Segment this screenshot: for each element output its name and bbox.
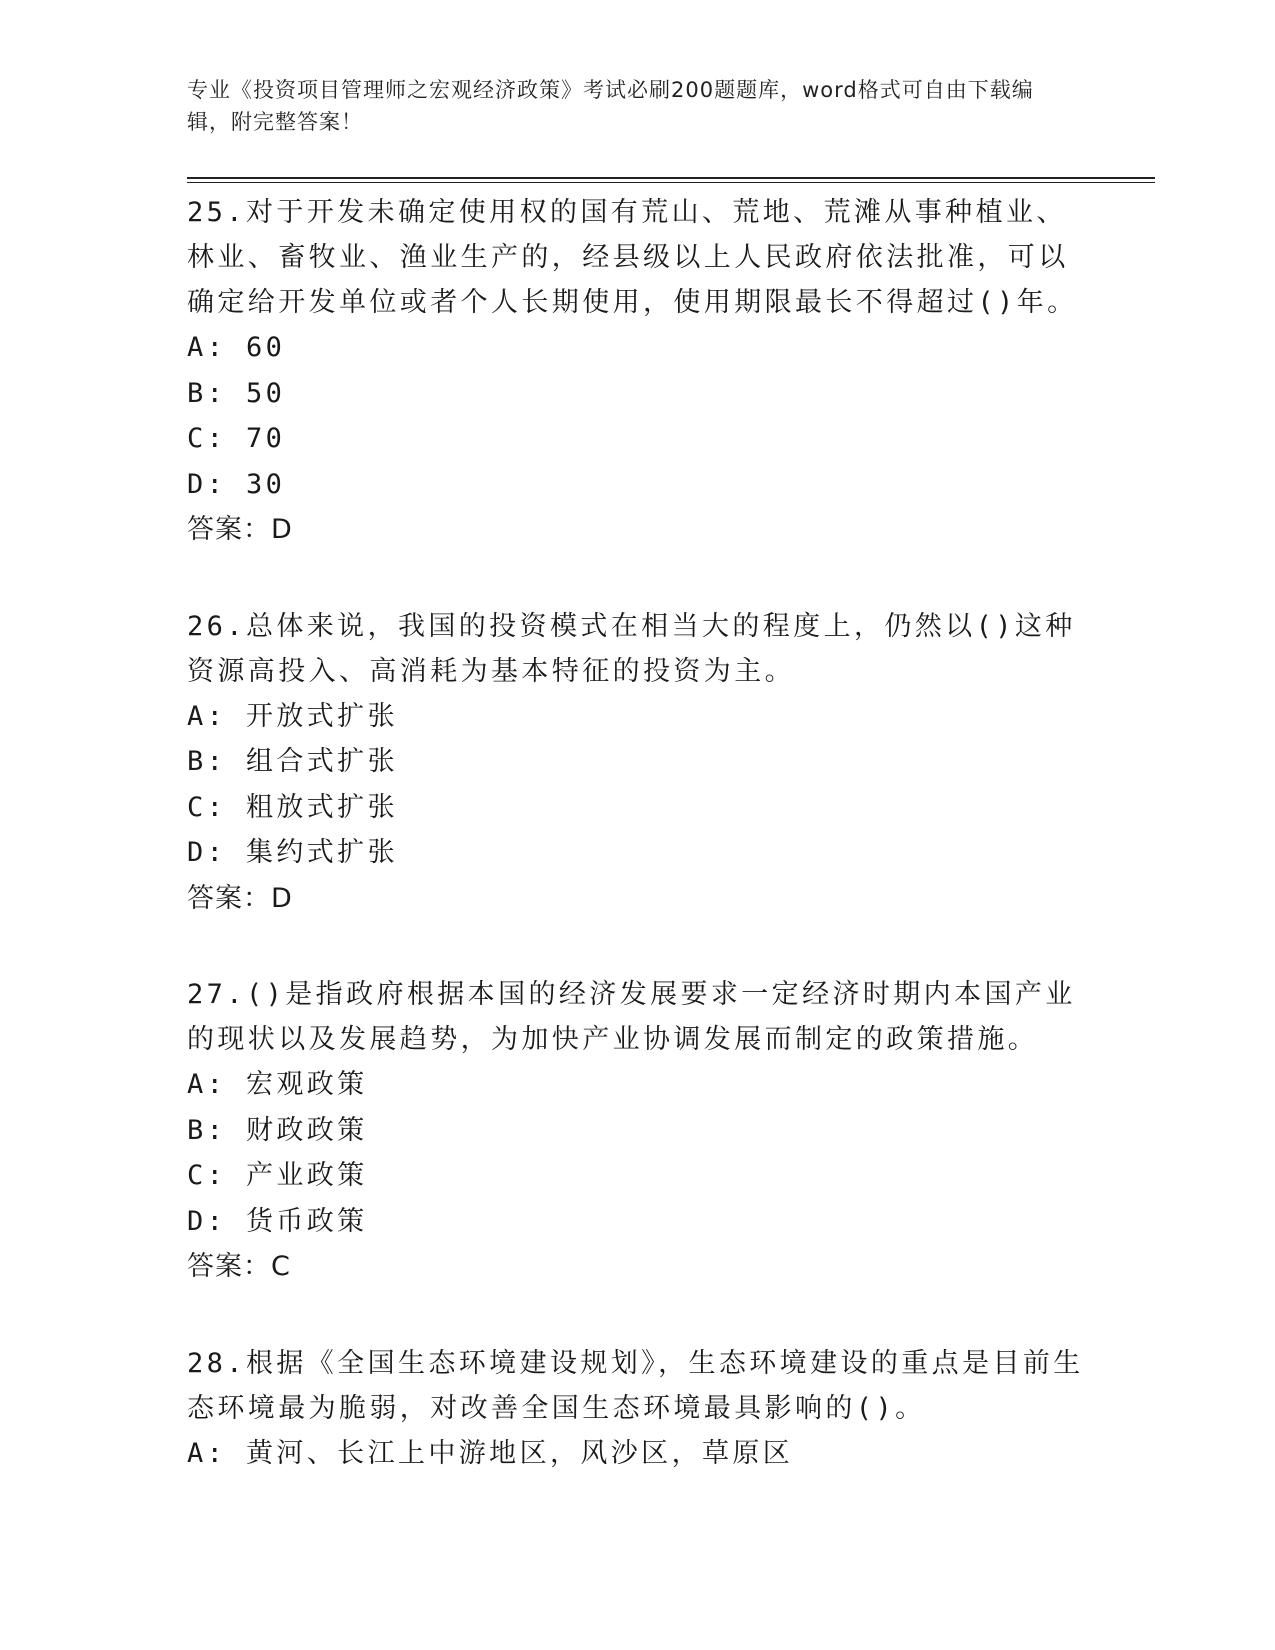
answer-line: 答案：C [187, 1251, 291, 1282]
option-c: C: 产业政策 [187, 1160, 368, 1191]
answer-line: 答案：D [187, 514, 293, 545]
option-a: A: 60 [187, 332, 286, 363]
option-a: A: 宏观政策 [187, 1069, 368, 1100]
question-text: 27.()是指政府根据本国的经济发展要求一定经济时期内本国产业的现状以及发展趋势，为加快产业协调发展而制定的政策措施。 [187, 979, 1076, 1055]
header-divider-thin [187, 182, 1155, 183]
question-28 [187, 1341, 1087, 1477]
header-divider-thick [187, 177, 1155, 179]
option-c: C: 70 [187, 423, 286, 454]
option-a: A: 黄河、长江上中游地区，风沙区，草原区 [187, 1437, 794, 1469]
question-25 [187, 190, 1087, 553]
option-b: B: 50 [187, 377, 286, 409]
question-text: 26.总体来说，我国的投资模式在相当大的程度上，仍然以()这种资源高投入、高消耗为基本特征的投资为主。 [187, 610, 1076, 687]
answer-line: 答案：D [187, 882, 293, 914]
question-text: 28.根据《全国生态环境建设规划》，生态环境建设的重点是目前生态环境最为脆弱，对改善全国生态环境最具影响的()。 [187, 1347, 1084, 1424]
option-b: B: 组合式扩张 [187, 746, 398, 777]
document-intro: 专业《投资项目管理师之宏观经济政策》考试必刷200题题库，word格式可自由下载编辑，附完整答案！ [187, 78, 1034, 134]
question-26 [187, 604, 1087, 922]
option-c: C: 粗放式扩张 [187, 791, 398, 823]
option-d: D: 货币政策 [187, 1205, 368, 1237]
option-d: D: 30 [187, 468, 286, 500]
option-d: D: 集约式扩张 [187, 837, 398, 868]
option-b: B: 财政政策 [187, 1114, 368, 1146]
question-text: 25.对于开发未确定使用权的国有荒山、荒地、荒滩从事种植业、林业、畜牧业、渔业生产的，经县级以上人民政府依法批准，可以确定给开发单位或者个人长期使用，使用期限最长不得超过()年。 [187, 197, 1078, 318]
question-27 [187, 972, 1087, 1290]
question-list [187, 190, 1087, 1527]
option-a: A: 开放式扩张 [187, 700, 398, 732]
